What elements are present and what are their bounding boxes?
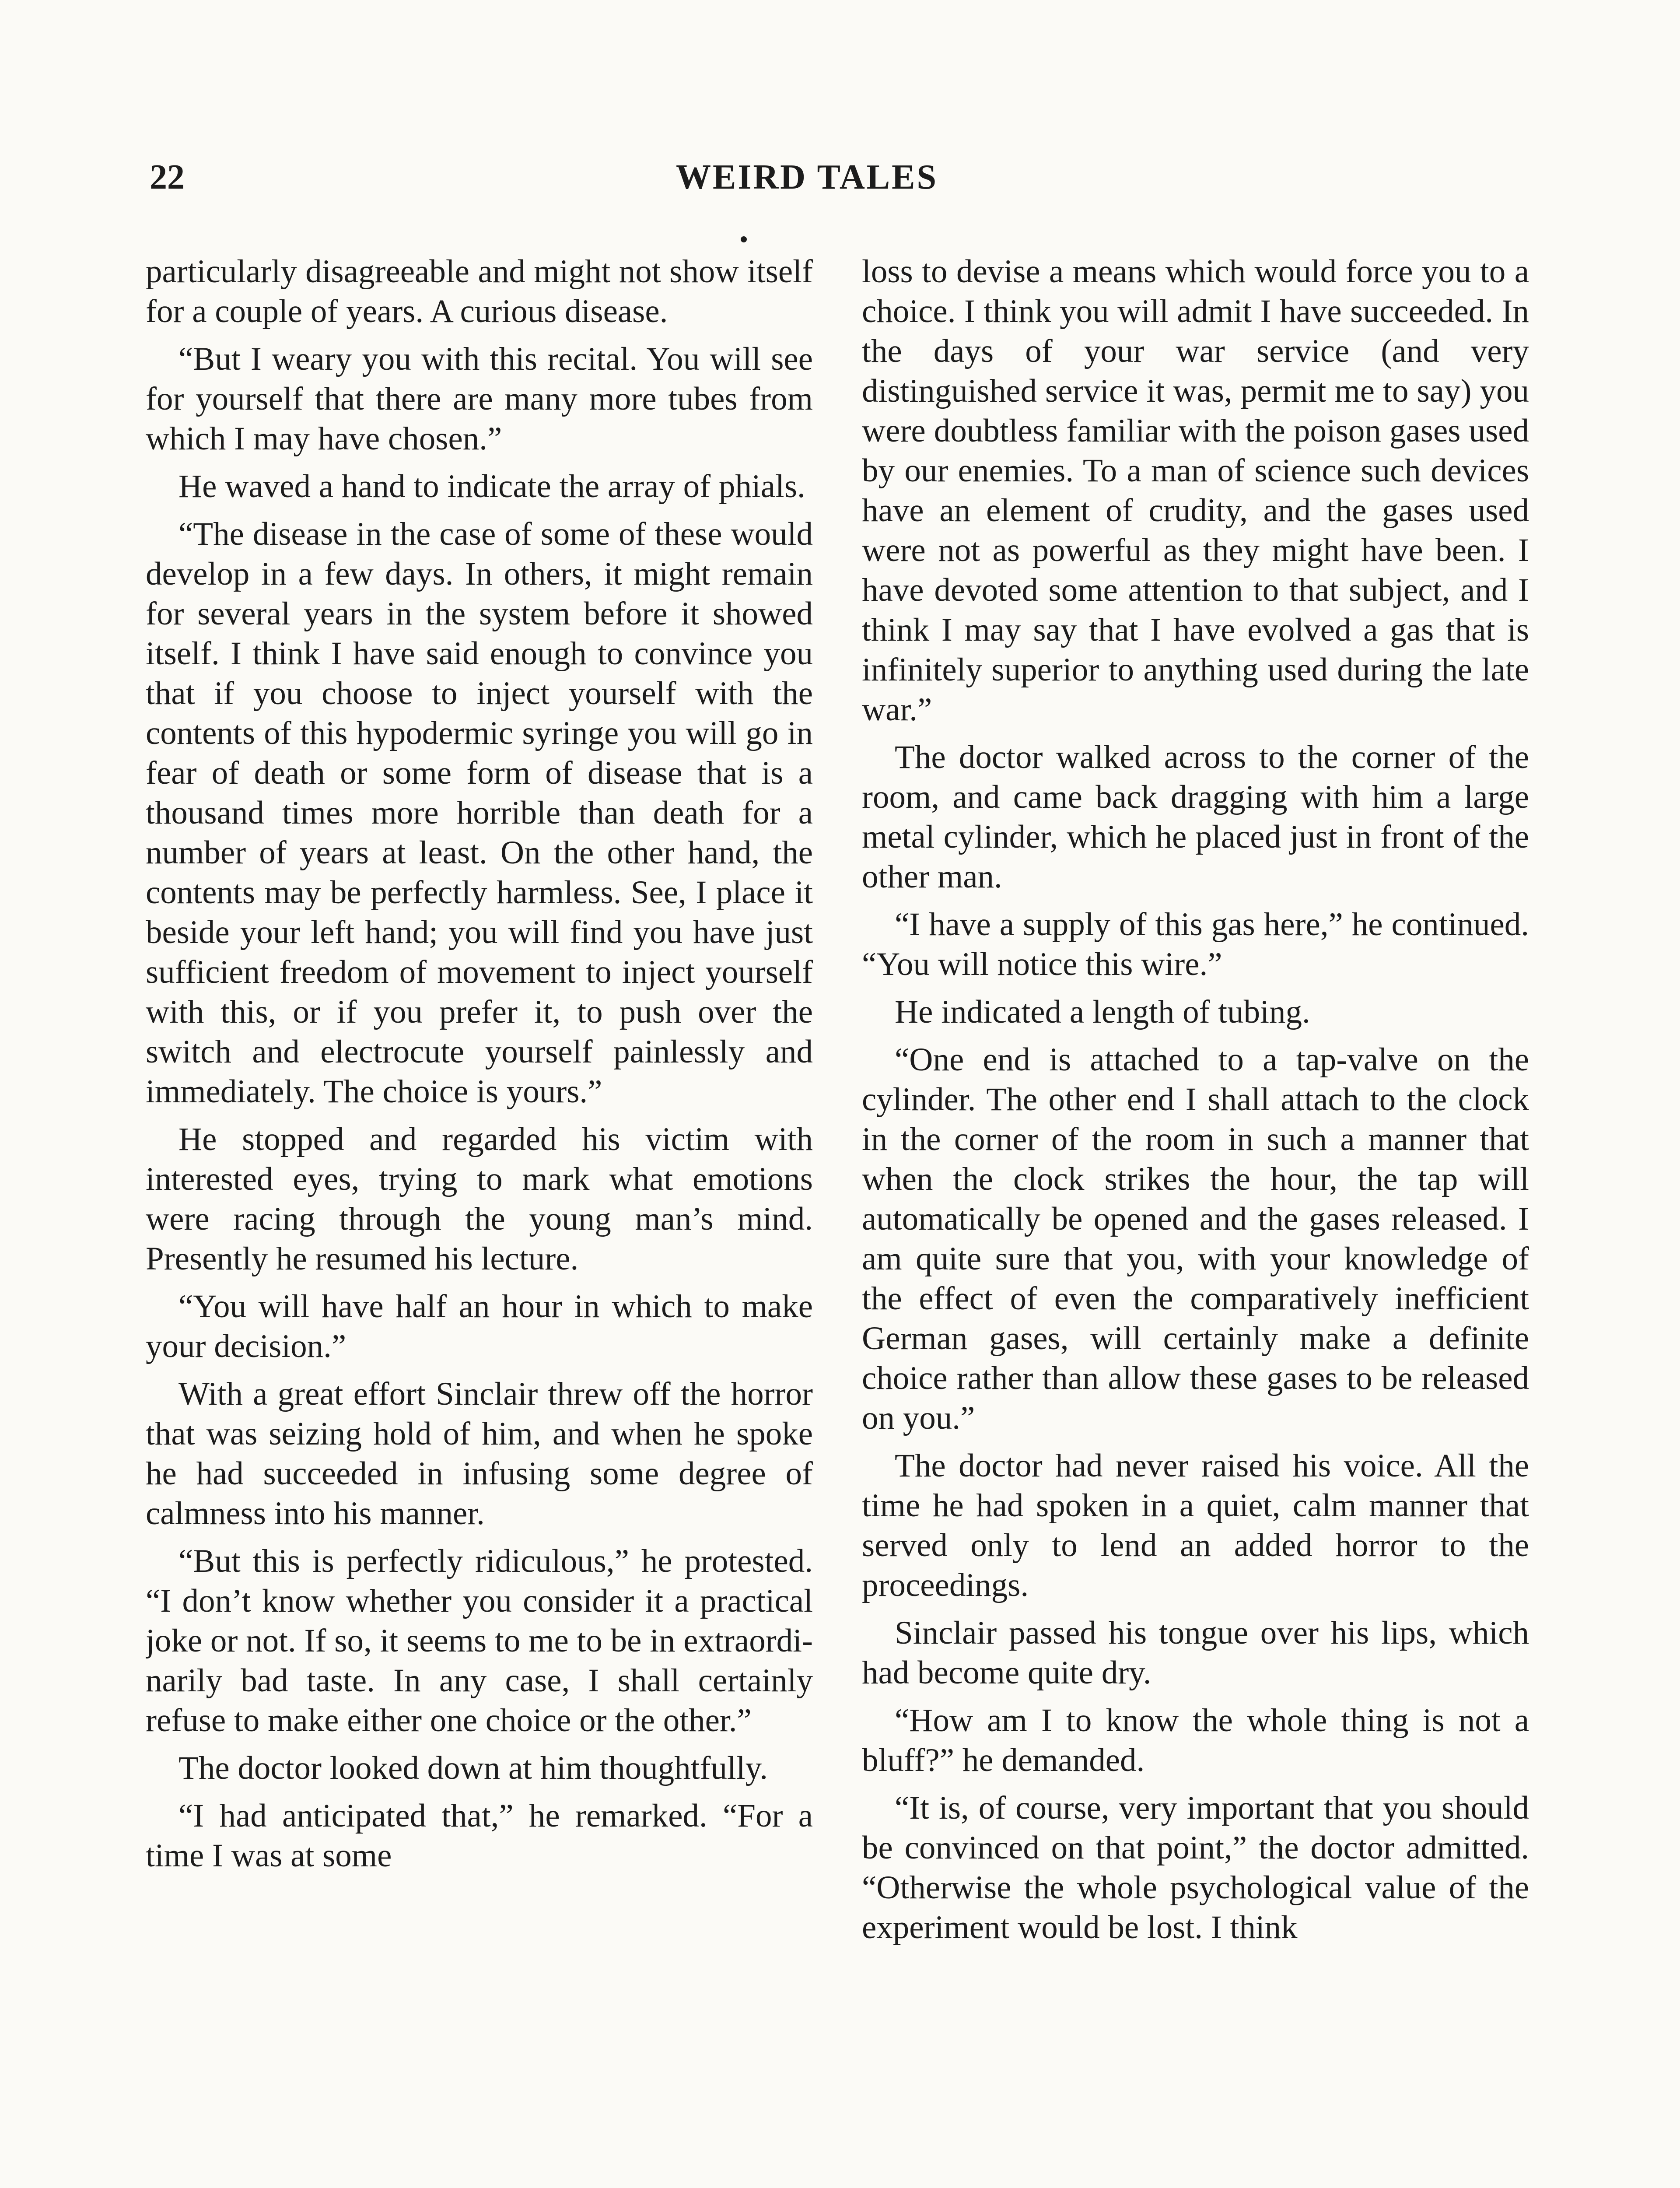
left-column [146,252,813,2188]
paragraph: “How am I to know the whole thing is not a bluff?” he demanded. [862,1702,1529,1778]
paragraph: “I have a supply of this gas here,” he continued. “You will notice this wire.” [862,906,1529,982]
ornament-dot [741,236,747,242]
paragraph: particularly disagreeable and might not show itself for a couple of years. A curious disease. [146,253,813,330]
paragraph: He stopped and regarded his victim with interested eyes, trying to mark what emotions were racing through the young man’s mind. Presently he resumed his lecture. [146,1121,813,1277]
paragraph: “One end is attached to a tap-valve on the cylinder. The other end I shall attach to the clock in the corner of the room in such a manner that when the clock strikes the hour, the tap will automatically be opened and the gases released. I am quite sure that you, with your knowledge of the effect of even the comparatively inefficient German gases, will certainly make a definite choice rather than allow these gases to be released on you.” [862,1041,1529,1436]
paragraph: “But this is perfectly ridiculous,” he protested. “I don’t know whether you consider it a practical joke or not. If so, it seems to me to be in extraordinarily bad taste. In any case, I shall certainly refuse to make either one choice or the other.” [146,1543,813,1739]
page-number: 22 [150,158,185,196]
paragraph: “You will have half an hour in which to make your decision.” [146,1288,813,1364]
paragraph: The doctor walked across to the corner of the room, and came back dragging with him a large metal cylinder, which he placed just in front of the other man. [862,739,1529,895]
paragraph: loss to devise a means which would force you to a choice. I think you will admit I have succeeded. In the days of your war service (and very distinguished service it was, permit me to say) you were doubtless familiar with the poison gases used by our enemies. To a man of science such devices have an element of crudity, and the gases used were not as powerful as they might have been. I have devoted some attention to that subject, and I think I may say that I have evolved a gas that is infinitely superior to anything used during the late war.” [862,253,1529,728]
paragraph: The doctor had never raised his voice. All the time he had spoken in a quiet, calm manner that served only to lend an added horror to the proceedings. [862,1448,1529,1603]
running-title: WEIRD TALES [676,158,938,196]
paragraph: He indicated a length of tubing. [895,994,1310,1030]
paragraph: Sinclair passed his tongue over his lips, which had become quite dry. [862,1615,1529,1691]
paragraph: He waved a hand to indicate the array of phials. [178,468,805,505]
paragraph: “But I weary you with this recital. You will see for yourself that there are many more tubes from which I may have chosen.” [146,341,813,457]
paragraph: “The disease in the case of some of these would develop in a few days. In others, it might remain for several years in the system before it showed itself. I think I have said enough to convince you that if you choose to inject yourself with the contents of this hypodermic syringe you will go in fear of death or some form of disease that is a thousand times more horrible than death for a number of years at least. On the other hand, the contents may be perfectly harmless. See, I place it beside your left hand; you will find you have just sufficient freedom of movement to inject yourself with this, or if you prefer it, to push over the switch and electrocute yourself painlessly and immediately. The choice is yours.” [146,516,813,1110]
paragraph: The doctor looked down at him thoughtfully. [178,1750,768,1786]
paragraph: “It is, of course, very important that you should be convinced on that point,” the doctor admitted. “Otherwise the whole psychological value of the experiment would be lost. I think [862,1790,1529,1946]
paragraph: “I had anticipated that,” he remarked. “For a time I was at some [146,1798,813,1874]
right-column [862,252,1529,2188]
paragraph: With a great effort Sinclair threw off the horror that was seizing hold of him, and when he spoke he had succeeded in infusing some degree of calmness into his manner. [146,1376,813,1532]
